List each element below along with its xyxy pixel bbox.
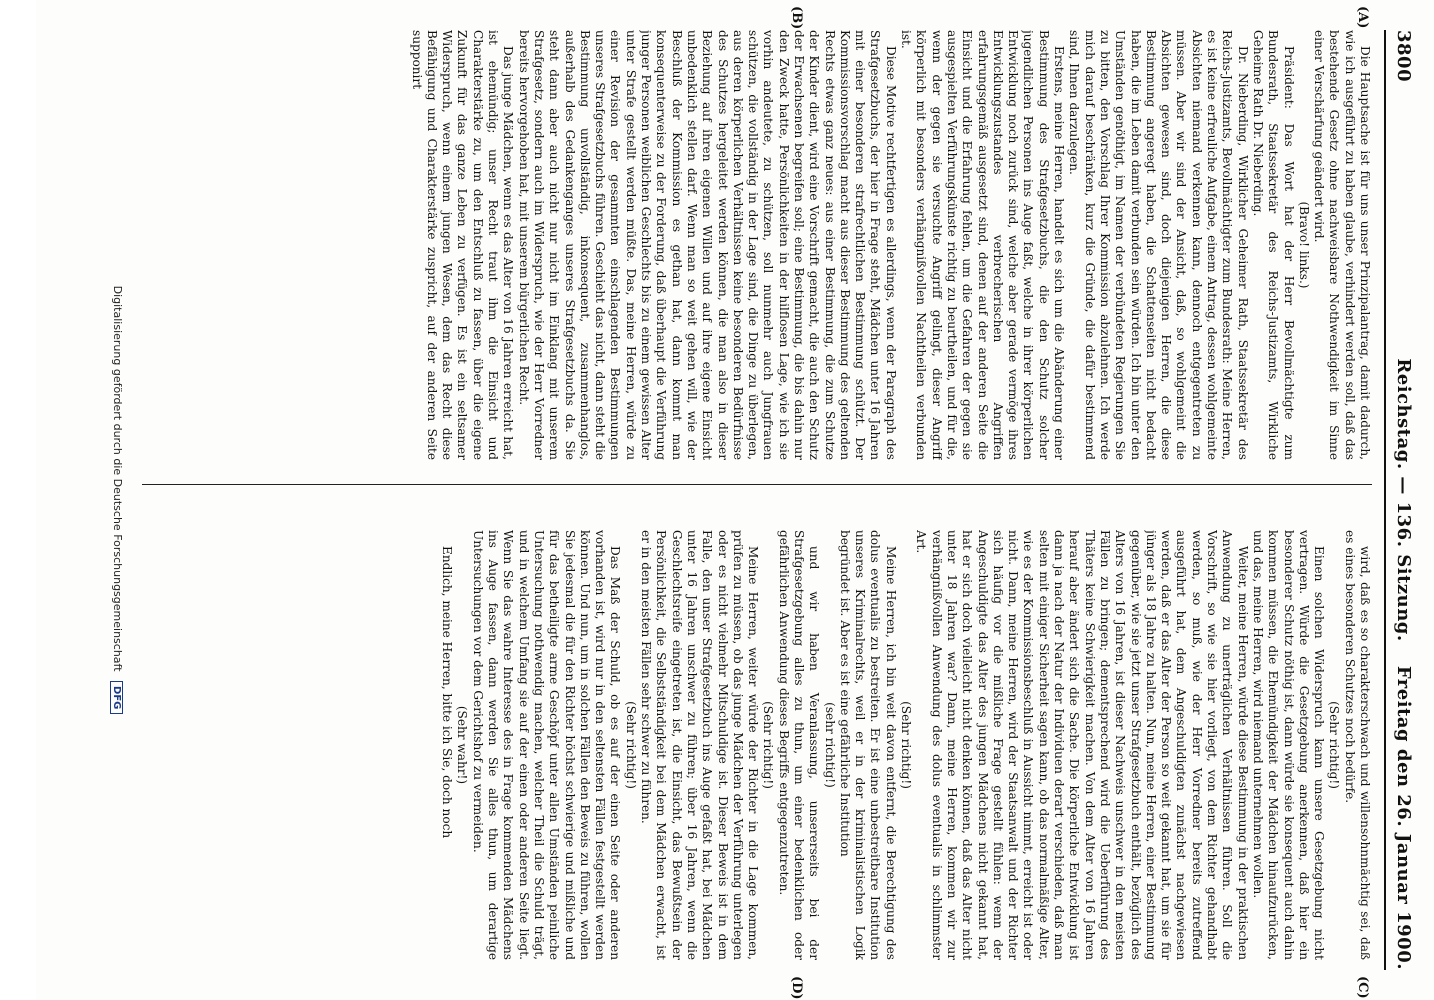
interjection: (Sehr richtig!) xyxy=(1327,701,1342,789)
header-rule xyxy=(1384,30,1386,970)
margin-marker-a: (A) xyxy=(1355,6,1370,29)
credit-text: Digitalisierung gefördert durch die Deutsche Forschungsgemeinschaft xyxy=(111,285,124,672)
right-text-column xyxy=(142,530,1372,960)
interjection: (sehr richtig!) xyxy=(822,702,837,788)
interjection: (Sehr wahr!) xyxy=(455,705,470,785)
interjection: (Bravo! links.) xyxy=(1296,201,1311,289)
interjection: (Sehr richtig!) xyxy=(761,701,776,789)
paragraph: Die Hauptsache ist für uns unser Prinzipalantrag, damit dadurch, wie ich ausgeführt zu haben glaube, verhindert werden soll, daß das bestehende Gesetz ohne nachweisbare Nothwendigkeit im Sinne einer Verschärfung geändert wird. xyxy=(1312,30,1372,460)
column-divider xyxy=(142,484,1372,485)
interjection: (Sehr richtig!) xyxy=(899,701,914,789)
paragraph: Das junge Mädchen, wenn es das Alter von 16 Jahren erreicht hat, ist ehemündig; unser Recht traut ihm die Einsicht und Charakterstärke zu, um den Entschluß zu fassen, über die eigene Zukunft für das ganze Leben zu verfügen. Es ist ein seltsamer Widerspruch, wenn einem jungen Wesen, dem das Recht diese Befähigung und Charakterstärke zuspricht, auf der anderen Seite supponirt xyxy=(409,30,516,460)
paragraph: Diese Motive rechtfertigen es allerdings, wenn der Paragraph des Strafgesetzbuchs, der hier in Frage steht, Mädchen unter 16 Jahren mit einer besonderen strafrechtlichen Bestimmung schützt. Der Kommissionsvorschlag macht aus dieser Bestimmung des geltenden Rechts etwas ganz neues: aus einer Bestimmung, die zum Schutze der Kinder dient, wird eine Vorschrift gemacht, die auch den Schutz der Erwachsenen begreifen soll; eine Bestimmung, die bis dahin nur den Zweck hatte, Persönlichkeiten in der hilflosen Lage, wie ich sie vorhin andeutete, zu schützen, soll nunmehr auch Jungfrauen schützen, die vollständig in der Lage sind, die Dinge zu überlegen, aus deren körperlichen Verhältnissen keine besonderen Bedürfnisse des Schutzes hergeleitet werden können, die man also in dieser Beziehung auf ihren eigenen Willen und auf ihre eigene Einsicht unbedenklich stellen darf. Wenn man so weit gehen will, wie der Beschluß der Kommission es gethan hat, dann kommt man konsequenterweise zu der Forderung, daß überhaupt die Verführung junger Personen weiblichen Geschlechts bis zu einem gewissen Alter unter Strafe gestellt werden müßte. Das, meine Herren, würde zu einer Revision der gesammten einschlagenden Bestimmungen unseres Strafgesetzbuchs führen. Geschieht das nicht, dann steht die Bestimmung unvollständig, inkonsequent, zusammenhanglos, außerhalb des Gedankenganges unseres Strafgesetzbuchs da. Sie steht dann aber auch nicht nur nicht im Einklang mit unserem Strafgesetz, sondern auch im Widerspruch, wie der Herr Vorredner bereits hervorgehoben hat, mit unserem bürgerlichen Recht. xyxy=(516,30,898,460)
interjection: (Sehr richtig!) xyxy=(623,701,638,789)
page-header xyxy=(1380,30,1428,970)
paragraph: Präsident: Das Wort hat der Herr Bevollmächtigte zum Bundesrath, Staatssekretär des Reichs-Justizamts, Wirkliche Geheime Rath Dr. Nieberding. xyxy=(1250,30,1296,460)
rotated-document-page xyxy=(36,0,1434,1000)
paragraph: wird, daß es so charakterschwach und willensohnmächtig sei, daß es eines besonderen Schutzes noch bedürfe. xyxy=(1342,530,1372,960)
paragraph: und wir haben Veranlassung, unsererseits bei der Strafgesetzgebung alles zu thun, um einer bedenklichen oder gefährlichen Anwendung dieses Begriffs entgegenzutreten. xyxy=(776,530,822,960)
paragraph: Weiter, meine Herren, würde diese Bestimmung in der praktischen Anwendung zu unerträglichen Verhältnissen führen. Soll die Vorschrift, so wie sie hier vorliegt, von dem Richter gehandhabt werden, so muß, wie der Herr Vorredner bereits zutreffend ausgeführt hat, dem Angeschuldigten zunächst nachgewiesen werden, daß er das Alter der Person so weit gekannt hat, um sie für jünger als 18 Jahre zu halten. Nun, meine Herren, einer Bestimmung gegenüber, wie sie jetzt unser Strafgesetzbuch enthält, bezüglich des Alters von 16 Jahren, ist dieser Nachweis unschwer in den meisten Fällen zu bringen; dementsprechend wird die Ueberführung des Thäters keine Schwierigkeit machen. Von dem Alter von 16 Jahren herauf aber ändert sich die Sache. Die körperliche Entwicklung ist dann ja nach der Natur der Individuen derart verschieden, daß man selten mit einiger Sicherheit sagen kann, ob das normalmäßige Alter, wie es der Kommissionsbeschluß in Aussicht nimmt, erreicht ist oder nicht. Dann, meine Herren, wird der Staatsanwalt und der Richter sich häufig vor die mißliche Frage gestellt fühlen: wenn der Angeschuldigte das Alter des jungen Mädchens nicht gekannt hat, hat er sich doch vielleicht nicht denken können, daß das Alter nicht unter 18 Jahren war? Dann, meine Herren, kommen wir zur verhängnißvollen Anwendung des dolus eventualis in schlimmster Art. xyxy=(914,530,1250,960)
margin-marker-b: (B) xyxy=(789,6,804,30)
paragraph: Einen solchen Widerspruch kann unsere Gesetzgebung nicht vertragen. Würde die Gesetzgebung anerkennen, daß hier ein besonderer Schutz nöthig ist, dann würde sie konsequent auch dahin kommen müssen, die Ehemündigkeit der Mädchen hinaufzurücken, und das, meine Herren, wird niemand unternehmen wollen. xyxy=(1250,530,1327,960)
paragraph: Meine Herren, weiter würde der Richter in die Lage kommen, prüfen zu müssen, ob das junge Mädchen der Verführung unterlegen oder es nicht vielmehr Mitschuldige ist. Dieser Beweis ist in dem Falle, den unser Strafgesetzbuch ins Auge gefaßt hat, bei Mädchen unter 16 Jahren unschwer zu führen; über 16 Jahren, wenn die Geschlechtsreife eingetreten ist, die Einsicht, das Bewußtsein der Persönlichkeit, die Selbstständigkeit bei dem Mädchen erwacht, ist er in den meisten Fällen sehr schwer zu führen. xyxy=(639,530,761,960)
dfg-logo: DFG xyxy=(110,681,123,714)
paragraph: Erstens, meine Herren, handelt es sich um die Abänderung einer Bestimmung des Strafgesetzbuchs, die den Schutz solcher jugendlichen Personen ins Auge faßt, welche in ihrer körperlichen Entwicklung noch zurück sind, welche aber gerade vermöge ihres Entwicklungszustandes verbrecherischen Angriffen erfahrungsgemäß ausgesetzt sind, denen auf der anderen Seite die Einsicht und die Erfahrung fehlen, um die Gefahren der gegen sie ausgespielten Verführungskünste richtig zu beurtheilen, und für die, wenn der gegen sie versuchte Angriff gelingt, dieser Angriff körperlich mit besonders verhängnißvollen Nachtheilen verbunden ist. xyxy=(899,30,1067,460)
paragraph: Dr. Nieberding, Wirklicher Geheimer Rath, Staatssekretär des Reichs-Justizamts, Bevollmächtigter zum Bundesrath: Meine Herren, es ist keine erfreuliche Aufgabe, einem Antrag, dessen wohlgemeinte Absichten niemand verkennen kann, dennoch entgegentreten zu müssen. Aber wir sind der Ansicht, daß, so wohlgemeint die Absichten gewesen sind, doch diejenigen Herren, die diese Bestimmung angeregt haben, die Schattenseiten nicht bedacht haben, die im Leben damit verbunden sein würden. Ich bin unter den Umständen genöthigt, im Namen der verbündeten Regierungen Sie zu bitten, den Vorschlag Ihrer Kommission abzulehnen. Ich werde mich darauf beschränken, kurz die Gründe, die dafür bestimmend sind, Ihnen darzulegen. xyxy=(1067,30,1250,460)
session-title: Reichstag. — 136. Sitzung. xyxy=(1393,358,1414,642)
margin-marker-d: (D) xyxy=(789,976,804,1000)
margin-marker-c: (C) xyxy=(1355,976,1370,999)
session-date: Freitag den 26. Januar 1900. xyxy=(1393,665,1414,970)
page-number: 3800 xyxy=(1393,30,1414,83)
paragraph: Das Maß der Schuld, ob es auf der einen Seite oder anderen vorhanden ist, wird nur in den seltensten Fällen festgestellt werden können. Und nun, um in solchen Fällen den Beweis zu führen, wollen Sie jedesmal die für den Richter höchst schwierige und mißliche und für das betheiligte arme Geschöpf unter allen Umständen peinliche Untersuchung nothwendig machen, welcher Theil die Schuld trägt, und in welchem Umfang sie auf der einen oder anderen Seite liegt. Wenn Sie das wahre Interesse des in Frage kommenden Mädchens ins Auge fassen, dann werden Sie alles thun, um derartige Untersuchungen vor dem Gerichtshof zu vermeiden. xyxy=(470,530,623,960)
left-text-column xyxy=(142,30,1372,460)
paragraph: Meine Herren, ich bin weit davon entfernt, die Berechtigung des dolus eventualis zu bestreiten. Er ist eine unbestreitbare Institution unseres Kriminalrechts, weil er in der kriminalistischen Logik begründet ist. Aber es ist eine gefährliche Institution xyxy=(837,530,898,960)
digitization-credit xyxy=(110,0,124,1000)
paragraph: Endlich, meine Herren, bitte ich Sie, doch noch xyxy=(440,546,455,839)
